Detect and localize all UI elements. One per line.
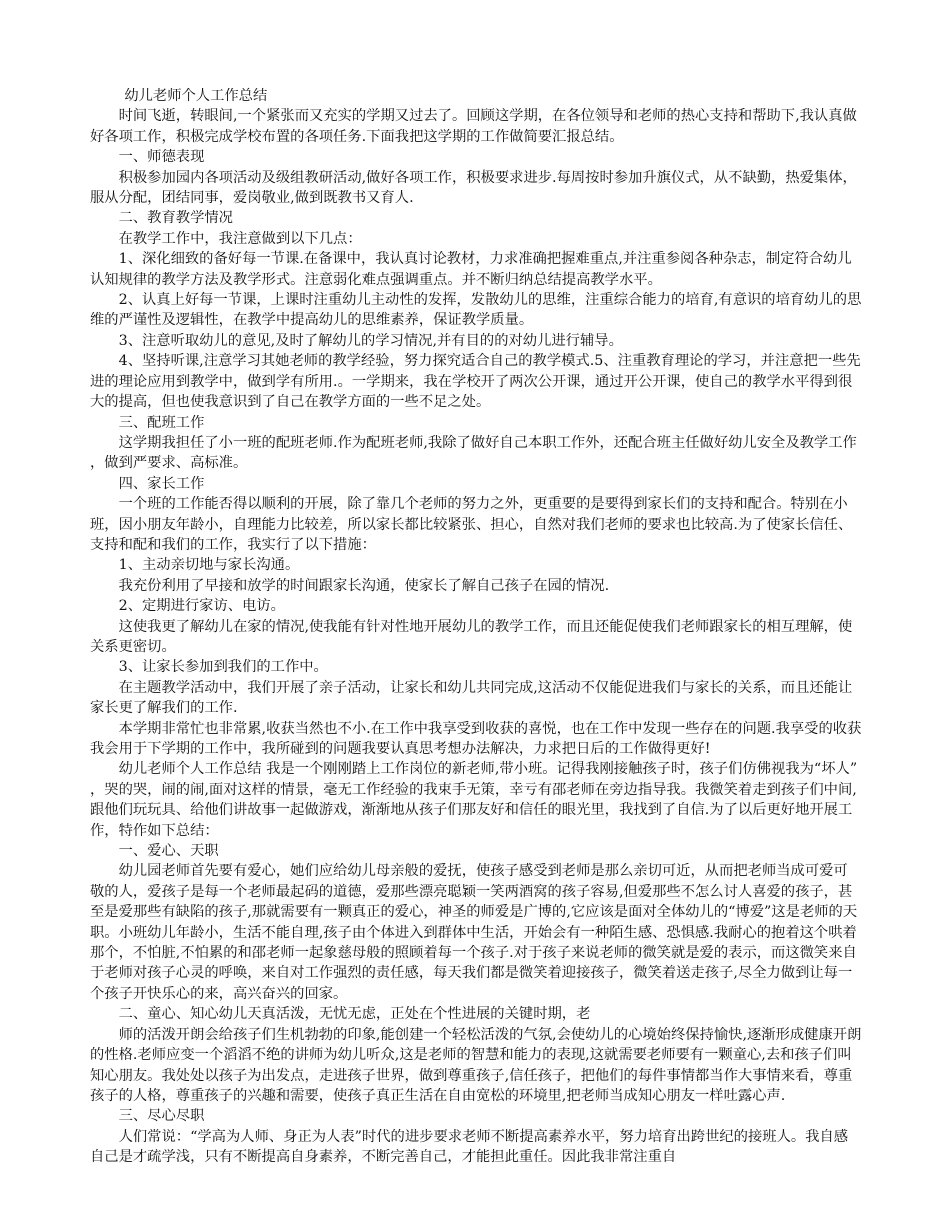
paragraph: 一、师德表现	[118, 149, 205, 166]
paragraph: 2、定期进行家访、电访。	[118, 598, 285, 615]
paragraph: 1、主动亲切地与家长沟通。	[118, 557, 300, 574]
paragraph: 一个班的工作能否得以顺利的开展，除了靠几个老师的努力之外，更重要的是要得到家长们的支持和配合。特别在小班，因小朋友年龄小，自理能力比较差，所以家长都比较紧张、担心，自然对我们老师的要求也比较高.为了使家长信任、支持和配和我们的工作，我实行了以下措施：	[90, 496, 853, 553]
paragraph: 3、让家长参加到我们的工作中。	[118, 659, 328, 676]
paragraph: 本学期非常忙也非常累,收获当然也不小.在工作中我享受到收获的喜悦，也在工作中发现一些存在的问题.我享受的收获我会用于下学期的工作中，我所碰到的问题我要认真思考想办法解决，力求把日后的工作做得更好!	[90, 720, 862, 757]
document-body	[90, 86, 862, 1168]
paragraph: 人们常说：“学高为人师、身正为人表”时代的进步要求老师不断提高素养水平，努力培育出跨世纪的接班人。我自感自己是才疏学浅，只有不断提高自身素养，不断完善自己，才能担此重任。因此我非常注重自	[90, 1128, 849, 1166]
paragraph: 这学期我担任了小一班的配班老师.作为配班老师,我除了做好自己本职工作外，还配合班主任做好幼儿安全及教学工作，做到严要求、高标准。	[90, 434, 857, 472]
paragraph: 幼儿园老师首先要有爱心，她们应给幼儿母亲般的爱抚，使孩子感受到老师是那么亲切可近，从而把老师当成可爱可敬的人，爱孩子是每一个老师最起码的道德，爱那些漂亮聪颖一笑两酒窝的孩子容易,但爱那些不怎么讨人喜爱的孩子，甚至是爱那些有缺陷的孩子,那就需要有一颗真正的爱心，神圣的师爱是广博的,它应该是面对全体幼儿的“博爱”这是老师的天职。小班幼儿年龄小，生活不能自理,孩子由个体进入到群体中生活，开始会有一种陌生感、恐惧感.我耐心的抱着这个哄着那个，不怕脏,不怕累的和邵老师一起象慈母般的照顾着每一个孩子.对于孩子来说老师的微笑就是爱的表示，而这微笑来自于老师对孩子心灵的呼唤，来自对工作强烈的责任感，每天我们都是微笑着迎接孩子，微笑着送走孩子,尽全力做到让每一个孩子开快乐心的来，高兴奋兴的回家。	[90, 863, 858, 1002]
paragraph: 时间飞逝，转眼间,一个紧张而又充实的学期又过去了。回顾这学期，在各位领导和老师的热心支持和帮助下,我认真做好各项工作，积极完成学校布置的各项任务.下面我把这学期的工作做简要汇报总结。	[90, 108, 857, 145]
paragraph: 1、深化细致的备好每一节课.在备课中，我认真讨论教材，力求准确把握难重点,并注重参阅各种杂志，制定符合幼儿认知规律的教学方法及教学形式。注意弱化难点强调重点。并不断归纳总结提高教学水平。	[90, 251, 852, 288]
paragraph: 3、注意听取幼儿的意见,及时了解幼儿的学习情况,并有目的的对幼儿进行辅导。	[118, 332, 623, 349]
paragraph: 二、教育教学情况	[118, 210, 233, 227]
paragraph: 师的活泼开朗会给孩子们生机勃勃的印象,能创建一个轻松活泼的气氛,会使幼儿的心境始终保持愉快,逐渐形成健康开朗的性格.老师应变一个滔滔不绝的讲师为幼儿听众,这是老师的智慧和能力的表现,这就需要老师要有一颗童心,去和孩子们叫知心朋友。我处处以孩子为出发点，走进孩子世界，做到尊重孩子,信任孩子，把他们的每件事情都当作大事情来看，尊重孩子的人格，尊重孩子的兴趣和需要，使孩子真正生活在自由宽松的环境里,把老师当成知心朋友一样吐露心声.	[90, 1026, 862, 1104]
document-title: 幼儿老师个人工作总结	[124, 88, 268, 104]
paragraph: 在主题教学活动中，我们开展了亲子活动，让家长和幼儿共同完成,这活动不仅能促进我们与家长的关系，而且还能让家长更了解我们的工作.	[90, 679, 853, 717]
paragraph: 在教学工作中，我注意做到以下几点：	[118, 230, 362, 247]
paragraph-list	[90, 106, 862, 1167]
paragraph: 三、尽心尽职	[118, 1108, 205, 1125]
paragraph: 幼儿老师个人工作总结 我是一个刚刚踏上工作岗位的新老师,带小班。记得我刚接触孩子时，孩子们仿佛视我为“坏人”，哭的哭，闹的闹,面对这样的情景，毫无工作经验的我束手无策，幸亏有邵老师在旁边指导我。我微笑着走到孩子们中间,跟他们玩玩具、给他们讲故事一起做游戏，渐渐地从孩子们那友好和信任的眼光里，我找到了自信.为了以后更好地开展工作，特作如下总结：	[90, 761, 858, 839]
paragraph: 二、童心、知心幼儿天真活泼，无忧无虑，正处在个性进展的关键时期，老	[118, 1006, 591, 1023]
paragraph: 这使我更了解幼儿在家的情况,使我能有针对性地开展幼儿的教学工作，而且还能促使我们老师跟家长的相互理解，使关系更密切。	[90, 618, 853, 655]
paragraph: 我充份利用了早接和放学的时间跟家长沟通，使家长了解自己孩子在园的情况.	[118, 577, 610, 594]
paragraph: 2、认真上好每一节课，上课时注重幼儿主动性的发挥，发散幼儿的思维，注重综合能力的培育,有意识的培育幼儿的思维的严谨性及逻辑性，在教学中提高幼儿的思维素养，保证教学质量。	[90, 292, 862, 329]
paragraph: 四、家长工作	[118, 475, 205, 492]
paragraph: 三、配班工作	[118, 414, 205, 431]
paragraph: 一、爱心、天职	[118, 843, 219, 860]
paragraph: 4、坚持听课,注意学习其她老师的教学经验，努力探究适合自己的教学模式.5、注重教育理论的学习，并注意把一些先进的理论应用到教学中，做到学有所用.。一学期来，我在学校开了两次公开课，通过开公开课，使自己的教学水平得到很大的提高，但也使我意识到了自己在教学方面的一些不足之处。	[90, 353, 861, 411]
paragraph: 积极参加园内各项活动及级组教研活动,做好各项工作，积极要求进步.每周按时参加升旗仪式，从不缺勤，热爱集体，服从分配，团结同事，爱岗敬业,做到既教书又育人.	[90, 169, 857, 207]
